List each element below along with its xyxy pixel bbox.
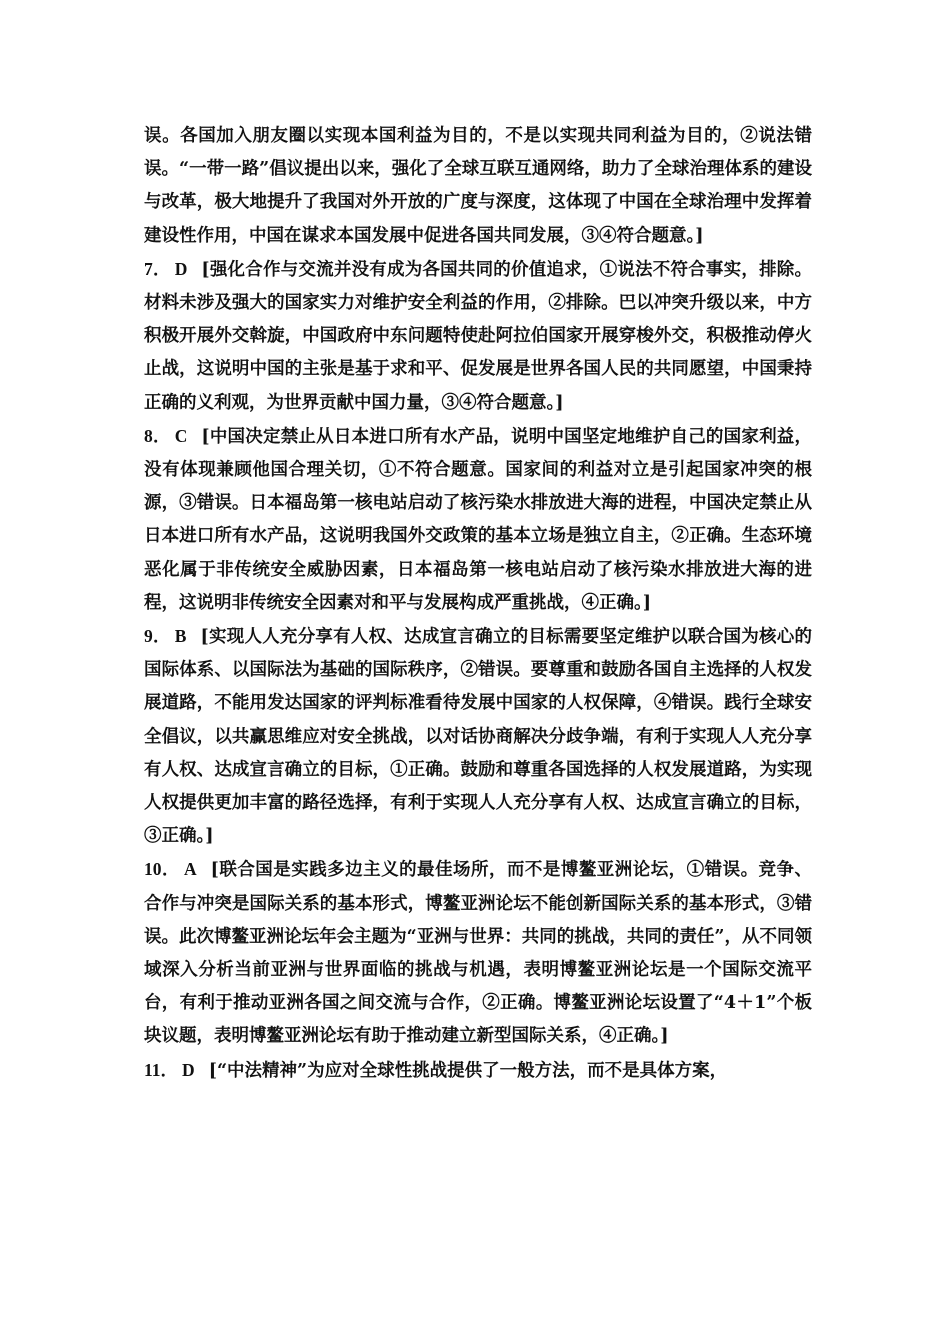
answer-number: 8． [144, 425, 171, 446]
answer-page [144, 120, 812, 1088]
answer-item-11 [144, 1054, 812, 1088]
answer-explanation: [实现人人充分享有人权、达成宣言确立的目标需要坚定维护以联合国为核心的国际体系、以国际法为基础的国际秩序，②错误。要尊重和鼓励各国自主选择的人权发展道路，不能用发达国家的评判标准看待发展中国家的人权保障，④错误。践行全球安全倡议，以共赢思维应对安全挑战，以对话协商解决分歧争端，有利于实现人人充分享有人权、达成宣言确立的目标，①正确。鼓励和尊重各国选择的人权发展道路，为实现人权提供更加丰富的路径选择，有利于实现人人充分享有人权、达成宣言确立的目标，③正确。] [144, 627, 813, 847]
answer-explanation: [“中法精神”为应对全球性挑战提供了一般方法，而不是具体方案， [208, 1060, 728, 1081]
answer-explanation: [强化合作与交流并没有成为各国共同的价值追求，①说法不符合事实，排除。材料未涉及强大的国家实力对维护安全利益的作用，②排除。巴以冲突升级以来，中方积极开展外交斡旋，中国政府中东问题特使赴阿拉伯国家开展穿梭外交，积极推动停火止战，这说明中国的主张是基于求和平、促发展是世界各国人民的共同愿望，中国秉持正确的义利观，为世界贡献中国力量，③④符合题意。] [144, 259, 812, 413]
answer-item-7 [144, 253, 812, 420]
answer-item-10 [144, 853, 812, 1053]
answer-letter: B [174, 626, 187, 647]
answer-number: 11． [144, 1059, 179, 1080]
answer-item-9 [144, 620, 812, 853]
answer-explanation: [中国决定禁止从日本进口所有水产品，说明中国坚定地维护自己的国家利益，没有体现兼顾他国合理关切，①不符合题意。国家间的利益对立是引起国家冲突的根源，③错误。日本福岛第一核电站启动了核污染水排放进大海的进程，中国决定禁止从日本进口所有水产品，这说明我国外交政策的基本立场是独立自主，②正确。生态环境恶化属于非传统安全威胁因素，日本福岛第一核电站启动了核污染水排放进大海的进程，这说明非传统安全因素对和平与发展构成严重挑战，④正确。] [144, 426, 812, 613]
answer-letter: D [174, 258, 188, 279]
answer-letter: D [182, 1059, 195, 1080]
answer-letter: A [183, 859, 197, 880]
answer-number: 10． [144, 859, 180, 880]
continuation-paragraph: 误。各国加入朋友圈以实现本国利益为目的，不是以实现共同利益为目的，②说法错误。“一带一路”倡议提出以来，强化了全球互联互通网络，助力了全球治理体系的建设与改革，极大地提升了我国对外开放的广度与深度，这体现了中国在全球治理中发挥着建设性作用，中国在谋求本国发展中促进各国共同发展，③④符合题意。] [144, 126, 812, 246]
answer-explanation: [联合国是实践多边主义的最佳场所，而不是博鳌亚洲论坛，①错误。竞争、合作与冲突是国际关系的基本形式，博鳌亚洲论坛不能创新国际关系的基本形式，③错误。此次博鳌亚洲论坛年会主题为“亚洲与世界：共同的挑战，共同的责任”，从不同领域深入分析当前亚洲与世界面临的挑战与机遇，表明博鳌亚洲论坛是一个国际交流平台，有利于推动亚洲各国之间交流与合作，②正确。博鳌亚洲论坛设置了“4＋1”个板块议题，表明博鳌亚洲论坛有助于推动建立新型国际关系，④正确。] [144, 860, 813, 1047]
answer-item-8 [144, 420, 812, 620]
answer-number: 9． [144, 626, 171, 647]
answer-number: 7． [144, 258, 171, 279]
answer-letter: C [174, 425, 188, 446]
